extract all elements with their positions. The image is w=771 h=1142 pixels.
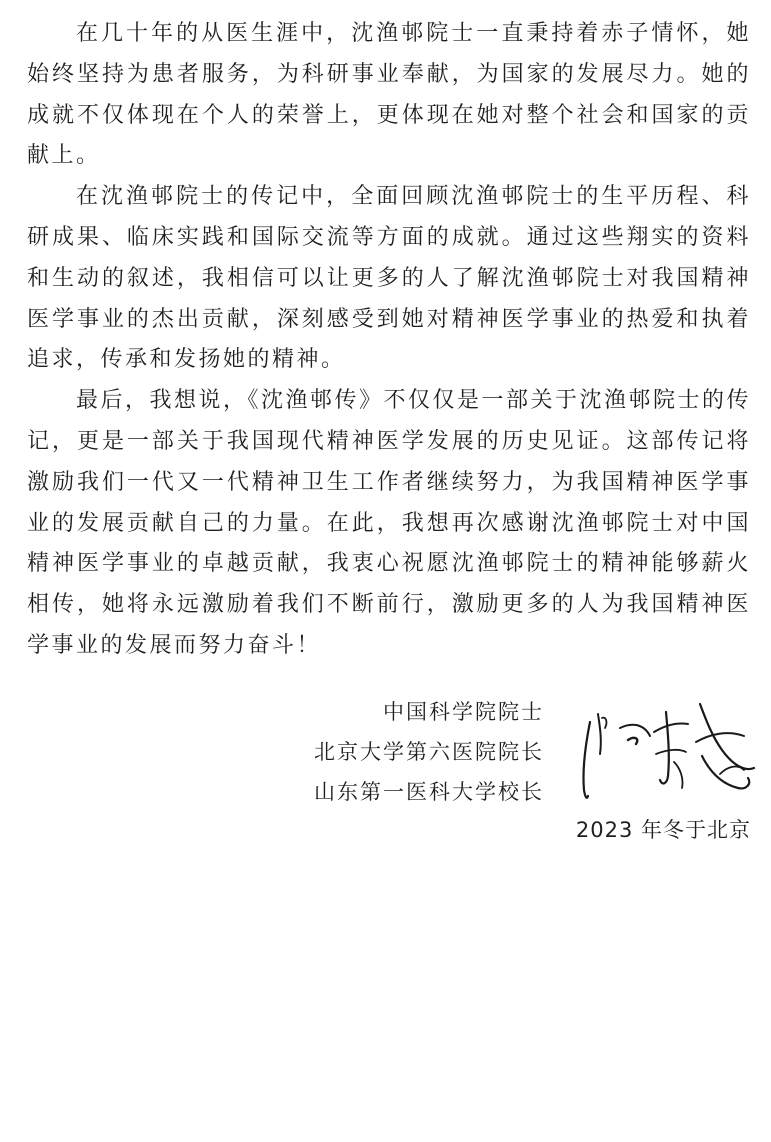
handwritten-signature [572, 692, 757, 810]
date-line: 2023 年冬于北京 [575, 818, 751, 842]
paragraph-1: 在几十年的从医生涯中，沈渔邨院士一直秉持着赤子情怀，她始终坚持为患者服务，为科研事业奉献，为国家的发展尽力。她的成就不仅体现在个人的荣誉上，更体现在她对整个社会和国家的贡献上。 [27, 21, 751, 169]
author-title-line: 北京大学第六医院院长 [314, 740, 544, 764]
paragraph-2: 在沈渔邨院士的传记中，全面回顾沈渔邨院士的生平历程、科研成果、临床实践和国际交流等方面的成就。通过这些翔实的资料和生动的叙述，我相信可以让更多的人了解沈渔邨院士对我国精神医学事业的杰出贡献，深刻感受到她对精神医学事业的热爱和执着追求，传承和发扬她的精神。 [27, 184, 751, 373]
signature-drawing [572, 692, 757, 810]
author-titles [314, 692, 544, 812]
paragraph-3: 最后，我想说，《沈渔邨传》不仅仅是一部关于沈渔邨院士的传记，更是一部关于我国现代精神医学发展的历史见证。这部传记将激励我们一代又一代精神卫生工作者继续努力，为我国精神医学事业的发展贡献自己的力量。在此，我想再次感谢沈渔邨院士对中国精神医学事业的卓越贡献，我衷心祝愿沈渔邨院士的精神能够薪火相传，她将永远激励着我们不断前行，激励更多的人为我国精神医学事业的发展而努力奋斗！ [27, 388, 752, 658]
signature-block [27, 692, 751, 852]
author-title-line: 山东第一医科大学校长 [314, 780, 544, 804]
author-title-line: 中国科学院院士 [383, 700, 544, 724]
preface-body [27, 14, 751, 667]
